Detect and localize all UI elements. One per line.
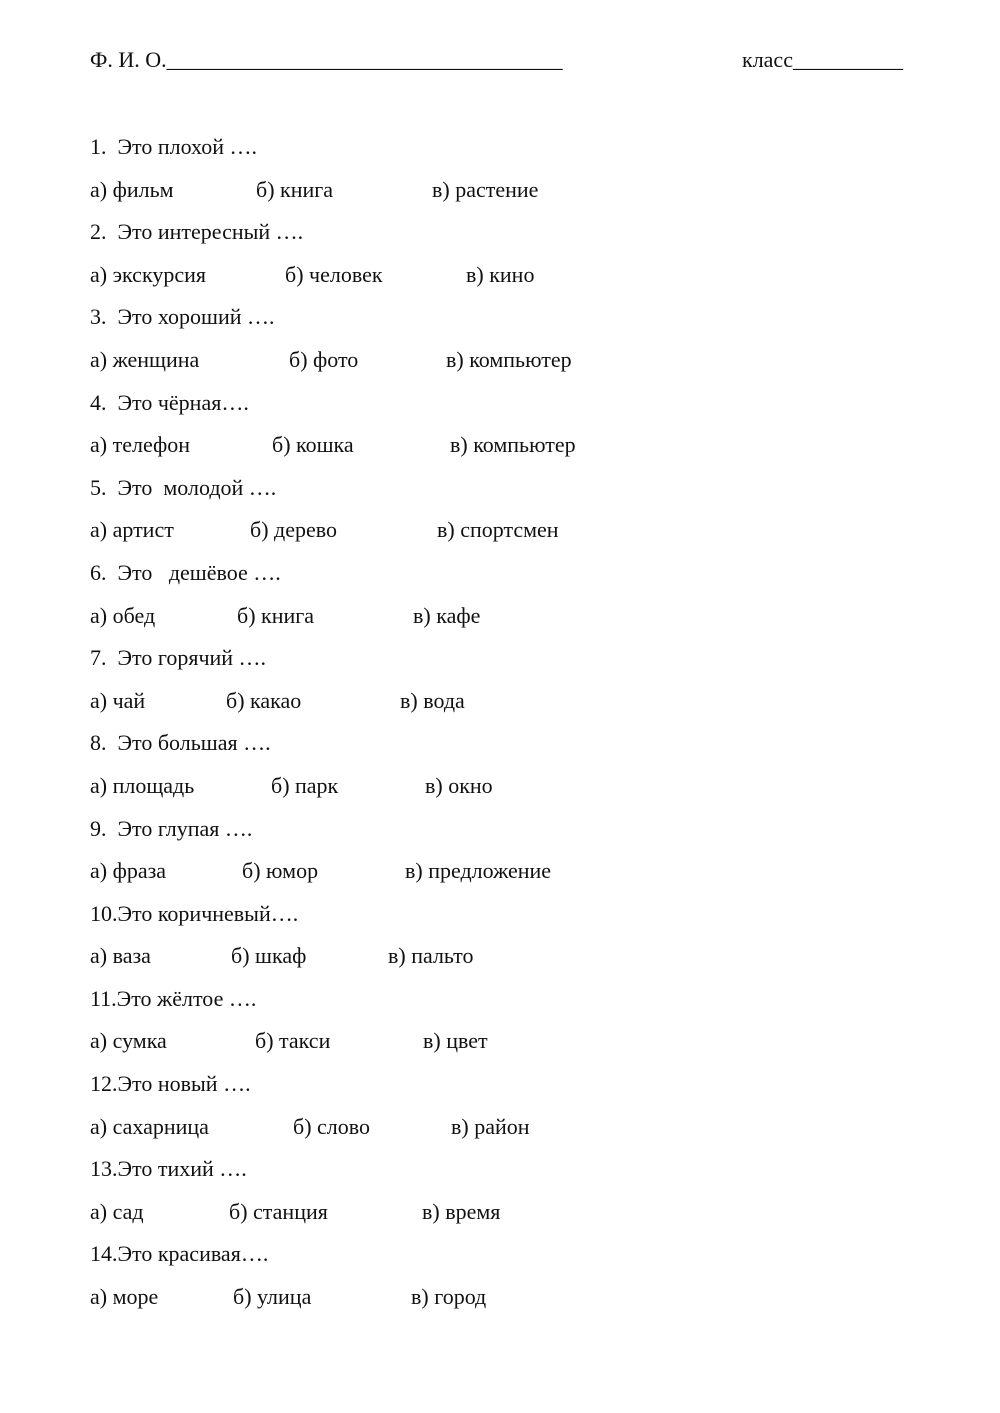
option-a: а) ваза (90, 943, 151, 969)
option-b: б) дерево (250, 517, 337, 543)
class-field-label: класс__________ (742, 47, 903, 72)
option-a: а) обед (90, 602, 156, 628)
option-a: а) сахарница (90, 1113, 209, 1139)
option-v: в) время (422, 1198, 501, 1224)
question-text: 10.Это коричневый…. (90, 900, 299, 926)
question-list (90, 131, 910, 1324)
question-item (90, 1238, 910, 1323)
question-text: 5. Это молодой …. (90, 474, 277, 500)
option-b: б) станция (229, 1198, 328, 1224)
option-a: а) сумка (90, 1028, 167, 1054)
option-b: б) кошка (272, 432, 354, 458)
option-v: в) пальто (388, 943, 474, 969)
option-v: в) кафе (413, 602, 481, 628)
option-v: в) район (451, 1113, 530, 1139)
option-v: в) компьютер (450, 432, 576, 458)
question-text: 9. Это глупая …. (90, 815, 253, 841)
question-text: 8. Это большая …. (90, 730, 271, 756)
question-item (90, 301, 910, 386)
option-a: а) экскурсия (90, 261, 206, 287)
question-item (90, 131, 910, 216)
option-b: б) парк (271, 772, 339, 798)
question-text: 3. Это хороший …. (90, 304, 275, 330)
option-v: в) окно (425, 772, 493, 798)
question-text: 1. Это плохой …. (90, 134, 257, 159)
option-v: в) компьютер (446, 346, 572, 372)
name-field-label: Ф. И. О.____________________________________ (90, 47, 563, 72)
question-item (90, 557, 910, 642)
question-text: 4. Это чёрная…. (90, 389, 249, 415)
question-text: 2. Это интересный …. (90, 219, 304, 245)
option-a: а) площадь (90, 772, 195, 798)
question-text: 13.Это тихий …. (90, 1156, 247, 1182)
option-b: б) шкаф (231, 943, 307, 969)
option-b: б) человек (285, 261, 383, 287)
question-text: 7. Это горячий …. (90, 645, 267, 671)
question-item (90, 472, 910, 557)
option-v: в) город (411, 1284, 487, 1310)
question-item (90, 387, 910, 472)
option-v: в) растение (432, 176, 539, 202)
option-a: а) чай (90, 687, 146, 713)
option-b: б) такси (255, 1028, 331, 1054)
option-b: б) фото (289, 346, 359, 372)
question-text: 12.Это новый …. (90, 1071, 251, 1097)
option-v: в) кино (466, 261, 535, 287)
question-item (90, 727, 910, 812)
option-b: б) книга (237, 602, 315, 628)
question-text: 6. Это дешёвое …. (90, 559, 281, 585)
option-a: а) телефон (90, 432, 191, 458)
question-text: 11.Это жёлтое …. (90, 985, 257, 1011)
option-a: а) море (90, 1284, 159, 1310)
option-v: в) спортсмен (437, 517, 559, 543)
option-v: в) цвет (423, 1028, 488, 1054)
option-a: а) сад (90, 1198, 144, 1224)
option-a: а) женщина (90, 346, 200, 372)
option-b: б) улица (233, 1284, 312, 1310)
question-item (90, 1153, 910, 1238)
option-b: б) юмор (242, 858, 319, 884)
question-text: 14.Это красивая…. (90, 1241, 269, 1267)
question-item (90, 642, 910, 727)
option-b: б) слово (293, 1113, 370, 1139)
question-item (90, 898, 910, 983)
question-item (90, 813, 910, 898)
option-v: в) вода (400, 687, 465, 713)
header (90, 47, 920, 79)
option-a: а) фраза (90, 858, 167, 884)
option-b: б) какао (226, 687, 302, 713)
question-item (90, 1068, 910, 1153)
option-v: в) предложение (405, 858, 552, 884)
option-b: б) книга (256, 176, 334, 202)
question-item (90, 216, 910, 301)
option-a: а) артист (90, 517, 174, 543)
option-a: а) фильм (90, 176, 174, 202)
question-item (90, 983, 910, 1068)
